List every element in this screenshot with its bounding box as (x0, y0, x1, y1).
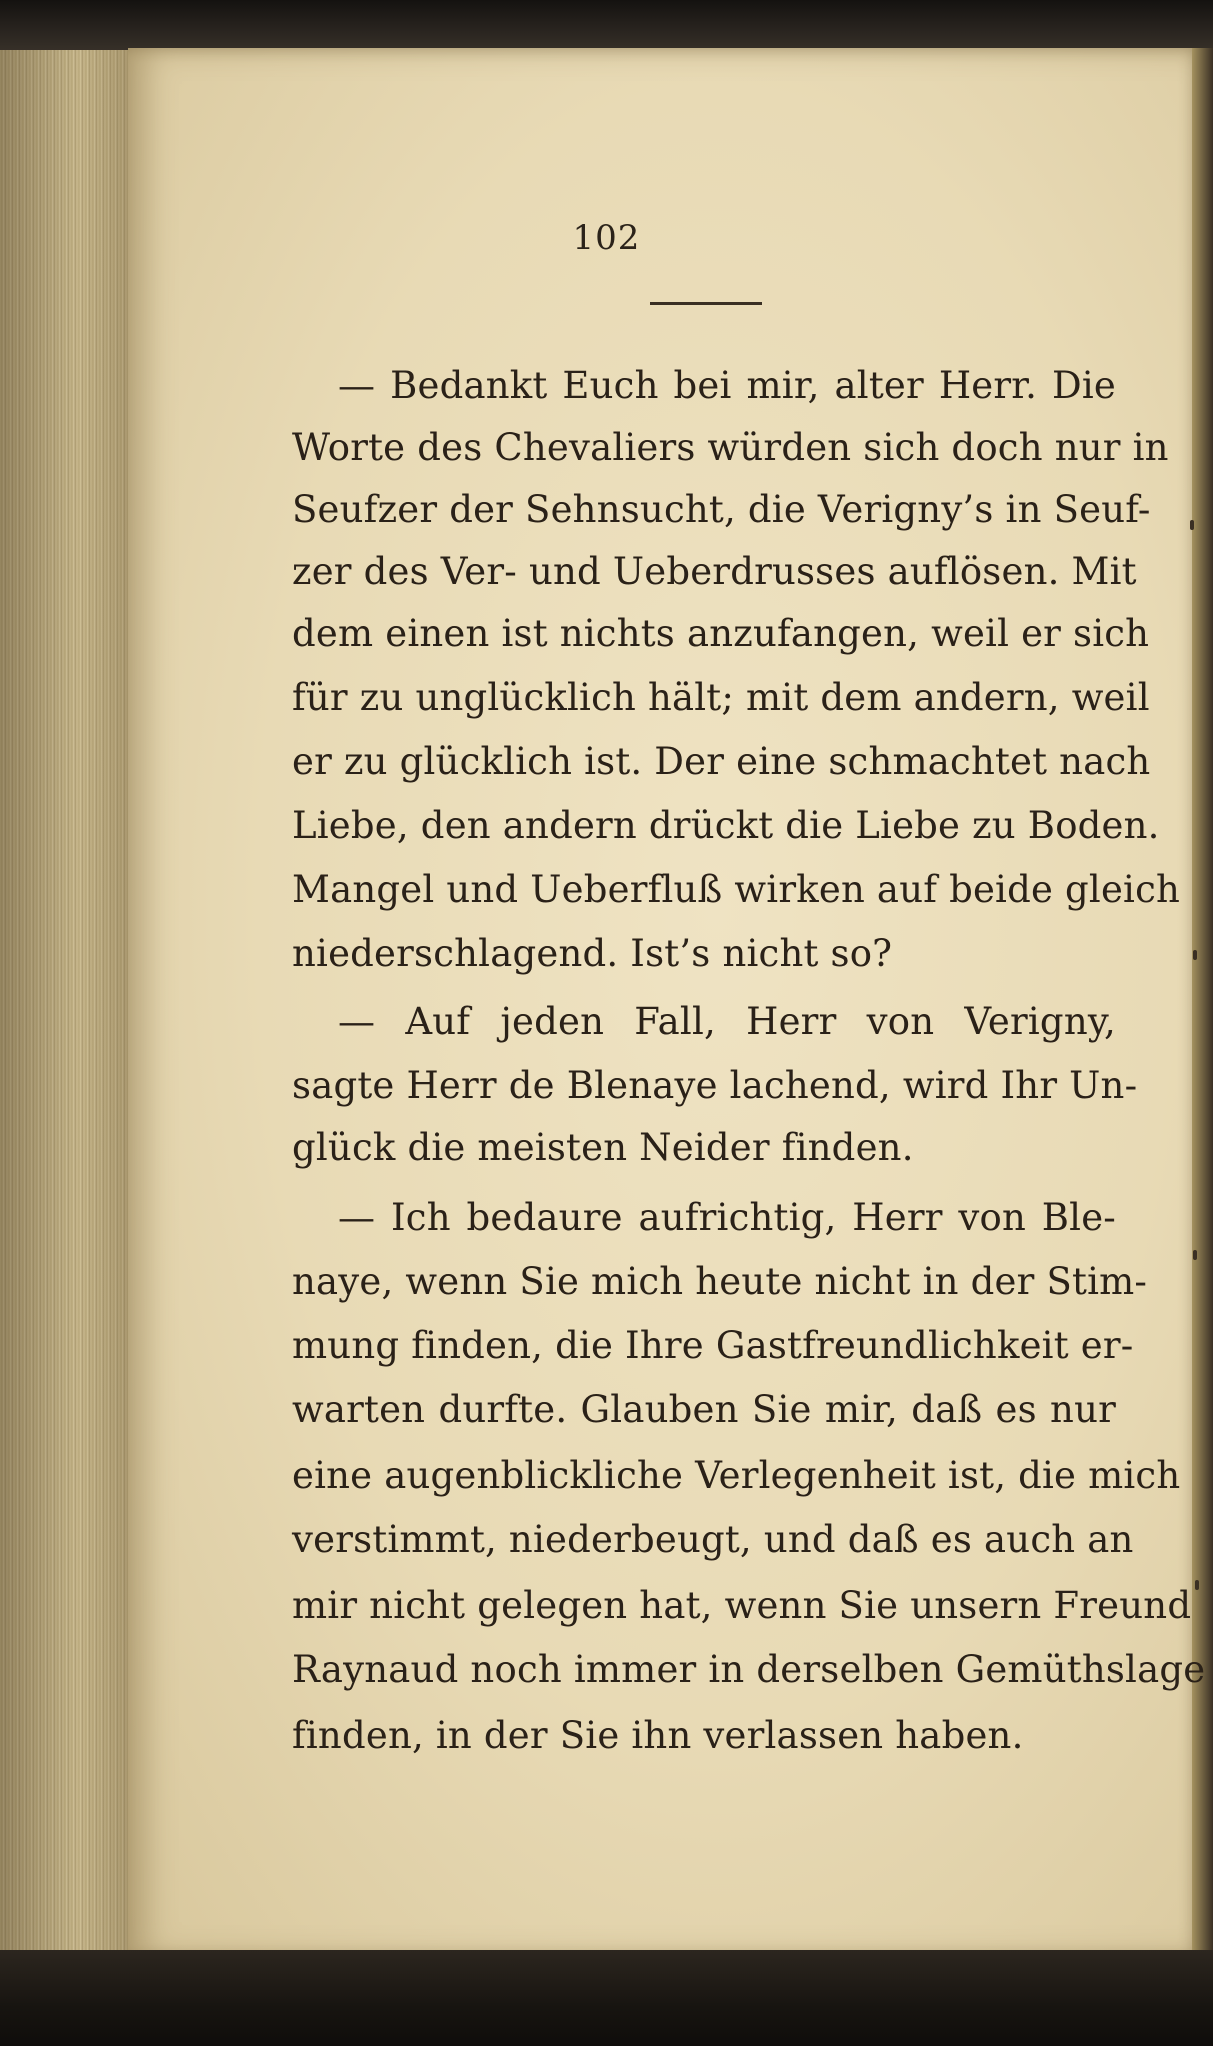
text-line: Worte des Chevaliers würden sich doch nur in (292, 426, 1169, 469)
text-line: niederschlagend. Ist’s nicht so? (292, 932, 893, 975)
text-line: — Bedankt Euch bei mir, alter Herr. Die (338, 364, 1116, 407)
margin-speck (1193, 950, 1197, 960)
page-number: 102 (572, 218, 641, 258)
text-line: zer des Ver- und Ueberdrusses auflösen. Mit (292, 550, 1137, 593)
text-line: — Auf jeden Fall, Herr von Verigny, (338, 1000, 1116, 1043)
text-line: mir nicht gelegen hat, wenn Sie unsern Freund (292, 1584, 1192, 1627)
margin-speck (1190, 520, 1194, 530)
text-line: für zu unglücklich hält; mit dem andern, weil (292, 676, 1150, 719)
text-line: verstimmt, niederbeugt, und daß es auch an (292, 1518, 1134, 1561)
text-line: eine augenblickliche Verlegenheit ist, die mich (292, 1454, 1181, 1497)
text-line: finden, in der Sie ihn verlassen haben. (292, 1714, 1024, 1757)
text-line: dem einen ist nichts anzufangen, weil er sich (292, 612, 1150, 655)
text-line: naye, wenn Sie mich heute nicht in der Stim- (292, 1260, 1148, 1303)
text-line: warten durfte. Glauben Sie mir, daß es nur (292, 1388, 1116, 1431)
text-line: glück die meisten Neider finden. (292, 1126, 914, 1169)
margin-speck (1193, 1250, 1197, 1260)
text-line: — Ich bedaure aufrichtig, Herr von Ble- (338, 1196, 1116, 1239)
margin-speck (1195, 1580, 1199, 1590)
text-line: mung finden, die Ihre Gastfreundlichkeit er- (292, 1324, 1134, 1367)
text-line: Seufzer der Sehnsucht, die Verigny’s in Seuf- (292, 488, 1151, 531)
text-line: Mangel und Ueberfluß wirken auf beide gleich (292, 868, 1181, 911)
text-line: er zu glücklich ist. Der eine schmachtet nach (292, 740, 1151, 783)
text-line: Raynaud noch immer in derselben Gemüthslage (292, 1648, 1206, 1691)
text-line: Liebe, den andern drückt die Liebe zu Boden. (292, 804, 1160, 847)
text-line: sagte Herr de Blenaye lachend, wird Ihr Un- (292, 1064, 1138, 1107)
